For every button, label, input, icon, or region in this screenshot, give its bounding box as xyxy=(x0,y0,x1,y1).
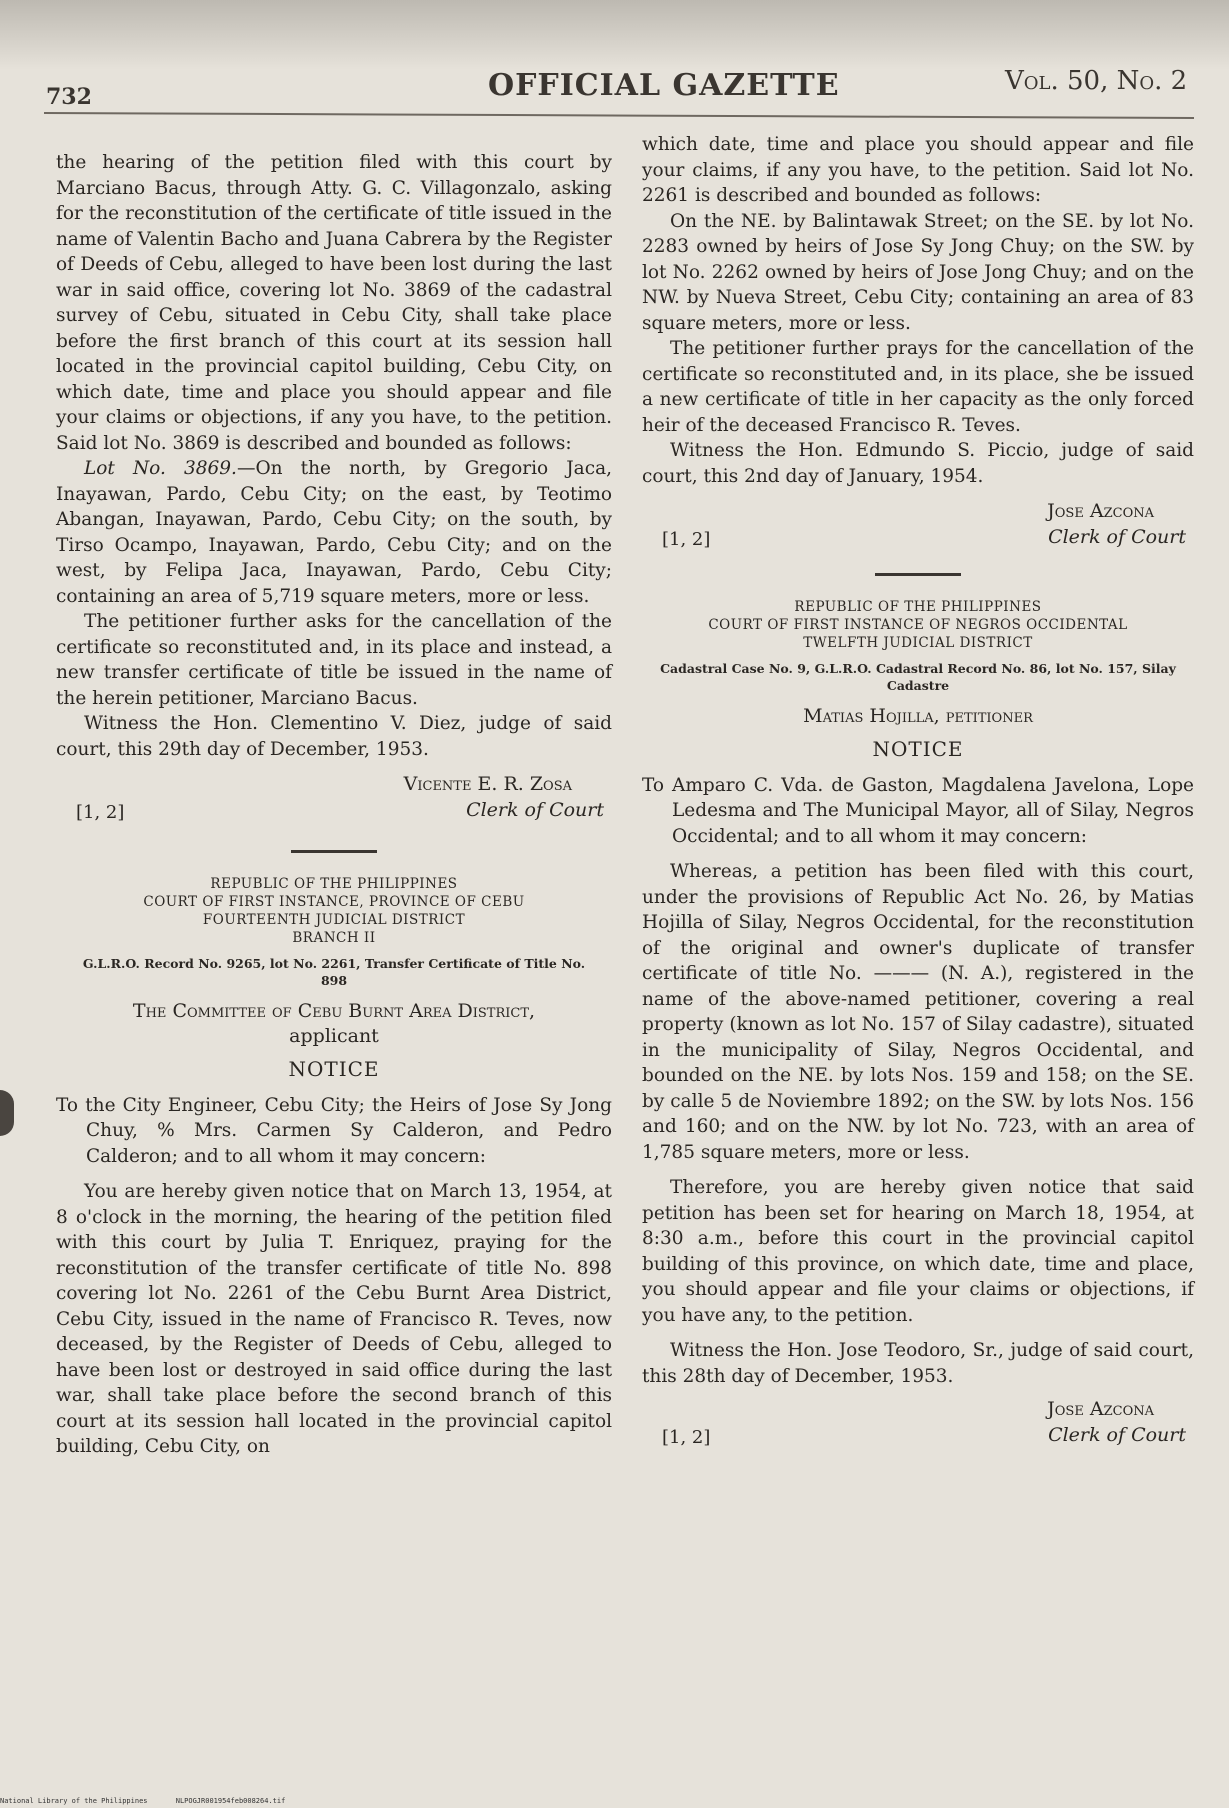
header-rule xyxy=(44,112,1194,119)
party-role: applicant xyxy=(289,1025,379,1047)
lot-description xyxy=(56,456,612,609)
notice-heading: NOTICE xyxy=(872,737,964,761)
signature-block xyxy=(56,772,612,838)
right-column xyxy=(642,132,1194,1459)
paragraph: which date, time and place you should appear and file your claims, if any you have, to the petition. Said lot No. 2261 is described and bounded as follows: xyxy=(642,134,1194,206)
addressees: To the City Engineer, Cebu City; the Heirs of Jose Sy Jong Chuy, % Mrs. Carmen Sy Calderon, and Pedro Calderon; and to all whom it may concern: xyxy=(56,1094,612,1167)
signatory-name: Jose Azcona xyxy=(1047,1398,1154,1420)
lot-description: On the NE. by Balintawak Street; on the SE. by lot No. 2283 owned by heirs of Jose Sy Jong Chuy; on the SW. by lot No. 2262 owned by heirs of Jose Jong Chuy; and on the NW. by Nueva Street, Cebu City; containing an area of 83 square meters, more or less. xyxy=(642,210,1194,334)
signatory-name: Vicente E. R. Zosa xyxy=(403,773,572,795)
court-line: TWELFTH JUDICIAL DISTRICT xyxy=(803,635,1033,651)
section-divider xyxy=(291,850,377,853)
signatory-title: Clerk of Court xyxy=(1048,1424,1186,1446)
witness-paragraph: Witness the Hon. Edmundo S. Piccio, judge of said court, this 2nd day of January, 1954. xyxy=(642,440,1194,487)
court-line: FOURTEENTH JUDICIAL DISTRICT xyxy=(202,912,466,928)
page-number: 732 xyxy=(46,84,92,110)
notice-heading: NOTICE xyxy=(288,1057,380,1081)
party-name xyxy=(56,999,612,1049)
lot-label: Lot No. 3869. xyxy=(84,458,237,479)
court-line: COURT OF FIRST INSTANCE, PROVINCE OF CEBU xyxy=(143,894,525,910)
library-credit: National Library of the Philippines xyxy=(0,1797,148,1805)
court-heading xyxy=(642,598,1194,652)
file-name: NLPOGJR001954feb008264.tif xyxy=(175,1797,286,1805)
case-reference: Cadastral Case No. 9, G.L.R.O. Cadastral Record No. 86, lot No. 157, Silay Cadastre xyxy=(660,661,1176,693)
paragraph: The petitioner further asks for the cancellation of the certificate so reconstituted and, in its place and instead, a new transfer certificate of title be issued in the name of the herein petitioner, Marciano Bacus. xyxy=(56,611,612,709)
publication-title: OFFICIAL GAZETTE xyxy=(488,68,840,103)
left-column xyxy=(56,150,612,1460)
scan-footer xyxy=(0,1797,309,1805)
lot-bounds: —On the north, by Gregorio Jaca, Inayawan, Pardo, Cebu City; on the east, by Teotimo Abangan, Inayawan, Pardo, Cebu City; on the south, by Tirso Ocampo, Inayawan, Pardo, Cebu City; and on the west, by Felipa Jaca, Inayawan, Pardo, Cebu City; containing an area of 5,719 square meters, more or less. xyxy=(56,458,612,607)
addressees: To Amparo C. Vda. de Gaston, Magdalena Javelona, Lope Ledesma and The Municipal Mayor, all of Silay, Negros Occidental; and to all whom it may concern: xyxy=(642,774,1194,847)
case-reference: G.L.R.O. Record No. 9265, lot No. 2261, Transfer Certificate of Title No. 898 xyxy=(82,956,586,988)
section-divider xyxy=(875,573,961,576)
spacer xyxy=(642,1165,1194,1175)
paragraph: Whereas, a petition has been filed with this court, under the provisions of Republic Act No. 26, by Matias Hojilla of Silay, Negros Occidental, for the reconstitution of the original and owner's duplicate of transfer certificate of title No. ——— (N. A.), registered in the name of the above-named petitioner, covering a real property (known as lot No. 157 of Silay cadastre), situated in the municipality of Silay, Negros Occidental, and bounded on the NE. by lots Nos. 159 and 158; on the SE. by calle 5 de Noviembre 1892; on the SW. by lots Nos. 156 and 160; and on the NW. by lot No. 723, with an area of 1,785 square meters, more or less. xyxy=(642,861,1194,1163)
volume-number: Vol. 50, No. 2 xyxy=(1005,66,1188,96)
court-line: REPUBLIC OF THE PHILIPPINES xyxy=(794,599,1042,615)
witness-paragraph: Witness the Hon. Clementino V. Diez, judge of said court, this 29th day of December, 1953. xyxy=(56,713,612,760)
witness-paragraph: Witness the Hon. Jose Teodoro, Sr., judge of said court, this 28th day of December, 1953. xyxy=(642,1340,1194,1387)
paragraph: The petitioner further prays for the cancellation of the certificate so reconstituted and, in its place, she be issued a new certificate of title in her capacity as the only forced heir of the deceased Francisco R. Teves. xyxy=(642,338,1194,436)
signatory-name: Jose Azcona xyxy=(1047,500,1154,522)
paragraph: the hearing of the petition filed with this court by Marciano Bacus, through Atty. G. C. Villagonzalo, asking for the reconstitution of the certificate of title issued in the name of Valentin Bacho and Juana Cabrera by the Register of Deeds of Cebu, alleged to have been lost during the last war in said office, covering lot No. 3869 of the cadastral survey of Cebu, situated in Cebu City, shall take place before the first branch of this court at its session hall located in the provincial capitol building, Cebu City, on which date, time and place you should appear and file your claims or objections, if any you have, to the petition. Said lot No. 3869 is described and bounded as follows: xyxy=(56,152,612,454)
issue-tag: [1, 2] xyxy=(662,529,711,550)
signature-block xyxy=(642,499,1194,561)
court-line: REPUBLIC OF THE PHILIPPINES xyxy=(210,876,458,892)
court-line: COURT OF FIRST INSTANCE OF NEGROS OCCIDENTAL xyxy=(708,617,1128,633)
signature-block xyxy=(642,1397,1194,1459)
paragraph: You are hereby given notice that on March 13, 1954, at 8 o'clock in the morning, the hearing of the petition filed with this court by Julia T. Enriquez, praying for the reconstitution of the transfer certificate of title No. 898 covering lot No. 2261 of the Cebu Burnt Area District, Cebu City, issued in the name of Francisco R. Teves, now deceased, by the Register of Deeds of Cebu, alleged to have been lost or destroyed in said office during the last war, shall take place before the second branch of this court at its session hall located in the provincial capitol building, Cebu City, on xyxy=(56,1181,612,1457)
spacer xyxy=(642,1328,1194,1338)
party-name: Matias Hojilla, petitioner xyxy=(803,705,1033,727)
signatory-title: Clerk of Court xyxy=(1048,526,1186,548)
issue-tag: [1, 2] xyxy=(76,802,125,823)
party-line: The Committee of Cebu Burnt Area District, xyxy=(132,1000,536,1022)
issue-tag: [1, 2] xyxy=(662,1427,711,1448)
court-heading xyxy=(56,875,612,947)
paragraph: Therefore, you are hereby given notice that said petition has been set for hearing on March 18, 1954, at 8:30 a.m., before this court in the provincial capitol building of this province, on which date, time and place, you should appear and file your claims or objections, if you have any, to the petition. xyxy=(642,1177,1194,1326)
court-line: BRANCH II xyxy=(292,930,376,946)
signatory-title: Clerk of Court xyxy=(466,799,604,821)
